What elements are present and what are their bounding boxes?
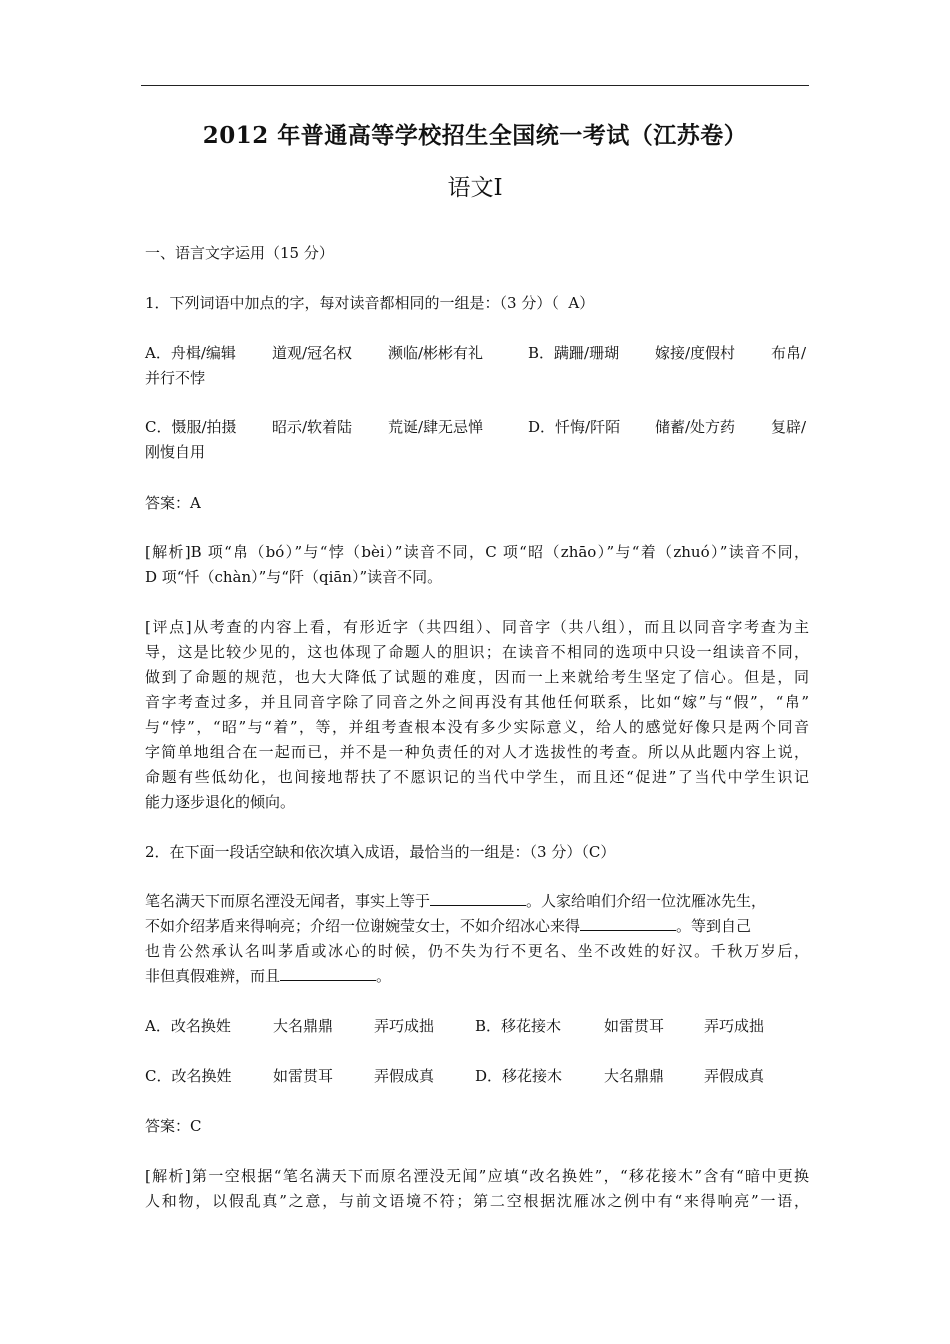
answer-blank-2[interactable]: [580, 916, 676, 931]
q1-comment-line: [评点]从考查的内容上看，有形近字（共四组）、同音字（共八组），而且以同音字考查为主: [145, 618, 809, 636]
q2-option-a3: 弄巧成拙: [374, 1017, 435, 1035]
q1-options-row1: [145, 343, 809, 363]
q1-comment-line: 命题有些低幼化，也间接地帮扶了不愿识记的当代中学生，而且还“促进”了当代中学生识记: [145, 768, 809, 786]
q2-option-b3: 弄巧成拙: [704, 1017, 765, 1035]
q2-options-row1: [145, 1016, 809, 1036]
q2-option-c3: 弄假成真: [374, 1067, 435, 1085]
q2-option-a1: A．改名换姓: [145, 1017, 231, 1035]
answer-blank-3[interactable]: [280, 966, 376, 981]
q2-option-b2: 如雷贯耳: [604, 1017, 665, 1035]
q1-comment-line: 做到了命题的规范，也大大降低了试题的难度，因而一上来就给考生坚定了信心。但是，同: [145, 668, 809, 686]
q2-passage-line: 也肯公然承认名叫茅盾或冰心的时候，仍不失为行不更名、坐不改姓的好汉。千秋万岁后，: [145, 942, 809, 960]
q1-option-d3-cont: 刚愎自用: [145, 443, 206, 461]
q1-option-a1: A．舟楫/编辑: [145, 344, 236, 362]
q1-comment-line: 字简单地组合在一起而已，并不是一种负责任的对人才选拔性的考查。所以从此题内容上说，: [145, 743, 809, 761]
q1-option-b3-cont: 并行不悖: [145, 369, 206, 387]
q1-option-d3: 复辟/: [771, 418, 807, 436]
q2-option-b1: B．移花接木: [475, 1017, 562, 1035]
q2-options-row2: [145, 1066, 809, 1086]
q1-option-d1: D．忏悔/阡陌: [528, 418, 621, 436]
q2-option-c2: 如雷贯耳: [273, 1067, 334, 1085]
exam-title: 2012 年普通高等学校招生全国统一考试（江苏卷）: [202, 122, 748, 149]
q1-option-c2: 昭示/软着陆: [272, 418, 353, 436]
section-heading: 一、语言文字运用（15 分）: [145, 244, 334, 262]
q1-option-b1: B．蹒跚/珊瑚: [528, 344, 620, 362]
q1-comment-line: 音字考查过多，并且同音字除了同音之外之间再没有其他任何联系，比如“嫁”与“假”，“帛”: [145, 693, 809, 711]
q1-options-row2: [145, 417, 809, 437]
q1-analysis-line: D 项“忏（chàn）”与“阡（qiān）”读音不同。: [145, 568, 443, 586]
q1-option-a3: 濒临/彬彬有礼: [388, 344, 484, 362]
q1-option-d2: 储蓄/处方药: [655, 418, 736, 436]
q2-option-c1: C．改名换姓: [145, 1067, 232, 1085]
q2-passage-line: 不如介绍茅盾来得响亮；介绍一位谢婉莹女士，不如介绍冰心来得 。等到自己: [145, 917, 752, 935]
q1-analysis-line: [解析]B 项“帛（bó）”与“悖（bèi）”读音不同，C 项“昭（zhāo）”与“着（zhuó）”读音不同，: [145, 543, 809, 561]
q2-analysis-line: [解析]第一空根据“笔名满天下而原名湮没无闻”应填“改名换姓”，“移花接木”含有“暗中更换: [145, 1167, 809, 1185]
q1-option-b2: 嫁接/度假村: [655, 344, 736, 362]
q2-option-a2: 大名鼎鼎: [273, 1017, 334, 1035]
q2-analysis-line: 人和物，以假乱真”之意，与前文语境不符；第二空根据沈雁冰之例中有“来得响亮”一语，: [145, 1192, 809, 1210]
q1-stem: 1．下列词语中加点的字，每对读音都相同的一组是：（3 分）（ A）: [145, 294, 595, 312]
q1-comment-line: 导，这是比较少见的，这也体现了命题人的胆识；在读音不相同的选项中只设一组读音不同，: [145, 643, 809, 661]
q2-answer: 答案：C: [145, 1117, 202, 1135]
q2-stem: 2．在下面一段话空缺和依次填入成语，最恰当的一组是：（3 分）（C）: [145, 843, 616, 861]
q2-option-d1: D．移花接木: [475, 1067, 563, 1085]
header-rule: [141, 85, 809, 86]
q1-answer: 答案：A: [145, 494, 201, 512]
q1-option-c3: 荒诞/肆无忌惮: [388, 418, 484, 436]
q1-comment-line: 能力逐步退化的倾向。: [145, 793, 296, 811]
q2-passage-line: 非但真假难辨，而且 。: [145, 967, 392, 985]
answer-blank-1[interactable]: [430, 891, 526, 906]
q1-option-a2: 道观/冠名权: [272, 344, 353, 362]
exam-subtitle: 语文Ⅰ: [447, 175, 503, 201]
q2-option-d2: 大名鼎鼎: [604, 1067, 665, 1085]
q1-option-b3: 布帛/: [771, 344, 807, 362]
q1-option-c1: C．慑服/拍摄: [145, 418, 237, 436]
q1-comment-line: 与“悖”，“昭”与“着”，等，并组考查根本没有多少实际意义，给人的感觉好像只是两个同音: [145, 718, 809, 736]
q2-passage-line: 笔名满天下而原名湮没无闻者，事实上等于 。人家给咱们介绍一位沈雁冰先生，: [145, 892, 767, 910]
q2-option-d3: 弄假成真: [704, 1067, 765, 1085]
